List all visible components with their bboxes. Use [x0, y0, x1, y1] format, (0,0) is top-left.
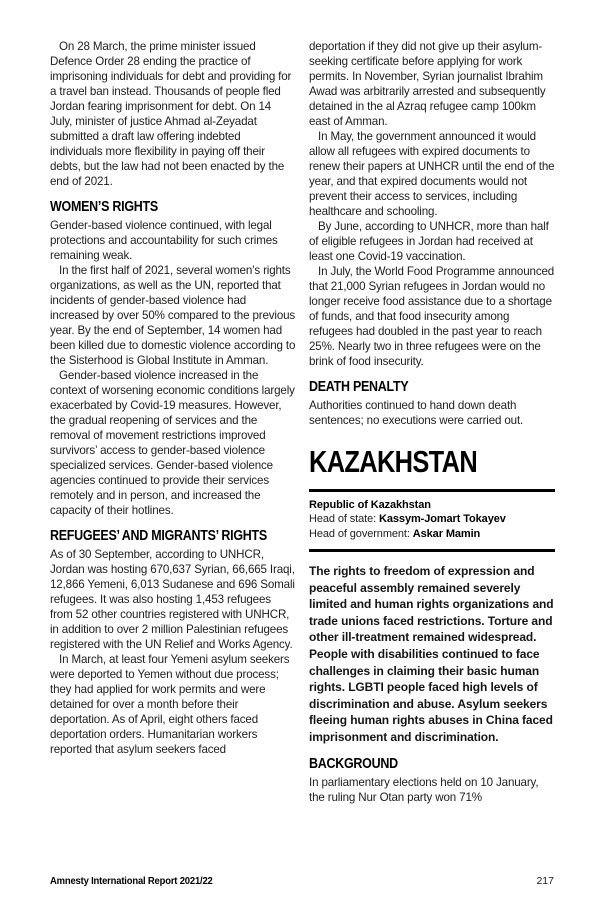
head-of-government-line	[309, 527, 555, 542]
head-of-state-line	[309, 512, 555, 527]
paragraph-food-programme: In July, the World Food Programme announced that 21,000 Syrian refugees in Jordan would no longer receive food assistance due to a shortage of funds, and that food insecurity among refugees had doubled in the past year to reach 25%. Nearly two in three refugees were on the brink of food insecurity.	[309, 265, 555, 368]
paragraph-gbv-context: Gender-based violence increased in the context of worsening economic conditions largely exacerbated by Covid-19 measures. However, the gradual reopening of services and the removal of movement restrictions improved survivors’ access to gender-based violence specialized services. Gender-based violence agencies continued to provide their services remotely and in person, and increased the capacity of their hotlines.	[50, 369, 295, 517]
footer-report-title: Amnesty International Report 2021/22	[50, 875, 213, 887]
section-heading-background: BACKGROUND	[309, 755, 398, 772]
left-column	[50, 39, 296, 805]
section-heading-womens-rights: WOMEN’S RIGHTS	[50, 199, 158, 215]
paragraph-refugee-numbers: As of 30 September, according to UNHCR, Jordan was hosting 670,637 Syrian, 66,665 Iraqi, 12,866 Yemeni, 6,013 Sudanese and 696 Somali refugees. It was also hosting 1,453 refugees from 52 other countries registered with UNHCR, in addition to over 2 million Palestinian refugees registered with the UN Relief and Works Agency.	[50, 548, 295, 651]
head-of-government-label: Head of government:	[309, 527, 413, 540]
head-of-state-value: Kassym-Jomart Tokayev	[379, 513, 506, 526]
paragraph-defence-order: On 28 March, the prime minister issued Defence Order 28 ending the practice of imprisoning individuals for debt and providing for a travel ban instead. Thousands of people fled Jordan fearing imprisonment for debt. On 14 July, minister of justice Ahmad al-Zeyadat submitted a draft law offering indebted individuals more flexibility in paying off their debts, but the law had not been enacted by the end of 2021.	[50, 40, 292, 188]
country-summary: The rights to freedom of expression and peaceful assembly remained severely limited and human rights organizations and trade unions faced restrictions. Torture and other ill-treatment remained widespread. People with disabilities continued to face challenges in claiming their basic human rights. LGBTI people faced high levels of discrimination and abuse. Asylum seekers fleeing human rights abuses in China faced imprisonment and discrimination.	[309, 564, 554, 744]
country-heading-kazakhstan: KAZAKHSTAN	[309, 444, 478, 479]
footer-page-number: 217	[536, 875, 554, 887]
paragraph-expired-documents: In May, the government announced it would allow all refugees with expired documents to renew their papers at UNHCR until the end of the year, and that expired documents would not prevent their access to services, including healthcare and schooling.	[309, 130, 555, 218]
paragraph-yemeni-deportations: In March, at least four Yemeni asylum seekers were deported to Yemen without due process; they had applied for work permits and were detained for over a month before their deportation. As of April, eight others faced deportation orders. Humanitarian workers reported that asylum seekers faced	[50, 653, 290, 756]
head-of-state-label: Head of state:	[309, 513, 380, 526]
section-heading-refugees-rights: REFUGEES’ AND MIGRANTS’ RIGHTS	[50, 528, 267, 544]
right-column	[309, 39, 555, 805]
paragraph-background-elections: In parliamentary elections held on 10 January, the ruling Nur Otan party won 71%	[309, 775, 539, 804]
page-footer	[50, 875, 554, 887]
paragraph-gbv-statistics: In the first half of 2021, several women’s rights organizations, as well as the UN, reported that incidents of gender-based violence had increased by over 50% compared to the previous year. By the end of September, 14 women had been killed due to domestic violence according to the Sisterhood is Global Institute in Amman.	[50, 264, 296, 367]
head-of-government-value: Askar Mamin	[412, 527, 481, 540]
paragraph-deportation-continued: deportation if they did not give up their asylum-seeking certificate before applying for work permits. In November, Syrian journalist Ibrahim Awad was arbitrarily arrested and subsequently detained in the al Azraq refugee camp 100km east of Amman.	[309, 40, 546, 128]
section-heading-death-penalty: DEATH PENALTY	[309, 379, 409, 395]
paragraph-death-sentences: Authorities continued to hand down death sentences; no executions were carried out.	[309, 399, 524, 427]
paragraph-gbv-continued: Gender-based violence continued, with legal protections and accountability for such crimes remaining weak.	[50, 219, 278, 262]
country-info-box	[309, 489, 555, 553]
country-official-name: Republic of Kazakhstan	[309, 498, 431, 511]
paragraph-vaccination: By June, according to UNHCR, more than half of eligible refugees in Jordan had received at least one Covid-19 vaccination.	[309, 220, 549, 263]
